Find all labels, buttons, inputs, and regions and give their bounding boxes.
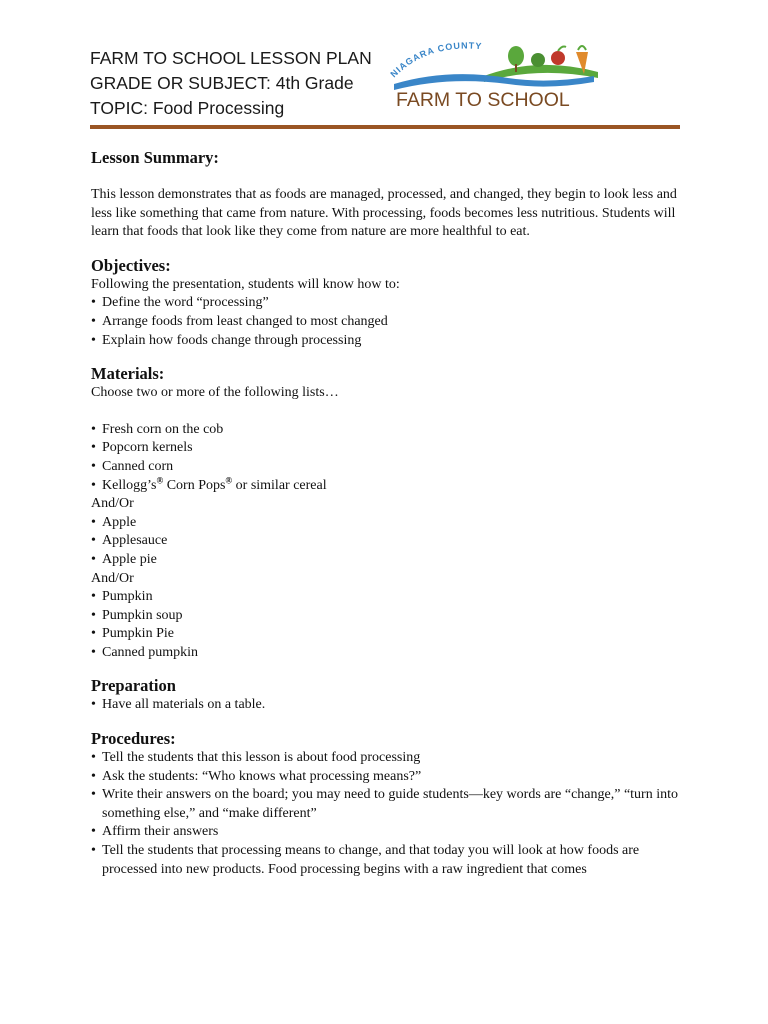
farm-to-school-logo: [388, 38, 600, 118]
list-item: • Applesauce: [91, 532, 681, 551]
header-grade: GRADE OR SUBJECT: 4th Grade: [90, 73, 354, 93]
list-item: • Apple: [91, 514, 681, 533]
lesson-content: [91, 148, 681, 879]
header-text: [90, 46, 372, 121]
list-item: • Arrange foods from least changed to most changed: [91, 313, 681, 332]
materials-heading: Materials:: [91, 364, 165, 384]
list-item: • Explain how foods change through processing: [91, 332, 681, 351]
header-topic: TOPIC: Food Processing: [90, 98, 285, 118]
preparation-list: [91, 696, 681, 715]
list-item: • Popcorn kernels: [91, 439, 681, 458]
materials-intro: Choose two or more of the following lists…: [91, 385, 339, 401]
procedures-heading: Procedures:: [91, 729, 176, 749]
list-item: • Affirm their answers: [91, 823, 681, 842]
list-item: • Pumpkin: [91, 588, 681, 607]
list-item: • Fresh corn on the cob: [91, 421, 681, 440]
list-item-kelloggs: • Kellogg’s® Corn Pops® or similar cereal: [91, 477, 681, 496]
list-item: • Pumpkin Pie: [91, 625, 681, 644]
and-or-label: And/Or: [91, 496, 134, 512]
materials-list-pumpkin: [91, 588, 681, 662]
header-divider: [90, 125, 680, 129]
procedures-list: [91, 749, 681, 879]
preparation-heading: Preparation: [91, 676, 176, 696]
list-item: • Tell the students that processing means to change, and that today you will look at how foods are processed into new products. Food processing begins with a raw ingredient that comes: [91, 842, 681, 879]
materials-list-corn: [91, 421, 681, 495]
list-item: • Have all materials on a table.: [91, 696, 681, 715]
list-item: • Pumpkin soup: [91, 607, 681, 626]
materials-list-apple: [91, 514, 681, 570]
summary-text: This lesson demonstrates that as foods are managed, processed, and changed, they begin to look less and less like something that came from nature. With processing, foods becomes less nutritious. Students will learn that foods that look like they come from nature are more healthful to eat.: [91, 187, 677, 240]
objectives-heading: Objectives:: [91, 255, 171, 275]
header-title: FARM TO SCHOOL LESSON PLAN: [90, 48, 372, 68]
list-item: • Tell the students that this lesson is about food processing: [91, 749, 681, 768]
list-item: • Ask the students: “Who knows what processing means?”: [91, 768, 681, 787]
list-item: • Write their answers on the board; you may need to guide students—key words are “change,” “turn into something else,” and “make different”: [91, 786, 681, 823]
objectives-intro: Following the presentation, students will know how to:: [91, 276, 400, 292]
document-header: [90, 40, 682, 128]
list-item: • Define the word “processing”: [91, 294, 681, 313]
logo-main-text: FARM TO SCHOOL: [396, 89, 570, 111]
objectives-list: [91, 294, 681, 350]
list-item: • Canned pumpkin: [91, 644, 681, 663]
list-item: • Canned corn: [91, 458, 681, 477]
list-item: • Apple pie: [91, 551, 681, 570]
and-or-label: And/Or: [91, 570, 134, 586]
logo-hill-blue: [394, 74, 594, 90]
logo-arc-text: NIAGARA COUNTY: [388, 40, 483, 80]
summary-heading: Lesson Summary:: [91, 148, 219, 167]
